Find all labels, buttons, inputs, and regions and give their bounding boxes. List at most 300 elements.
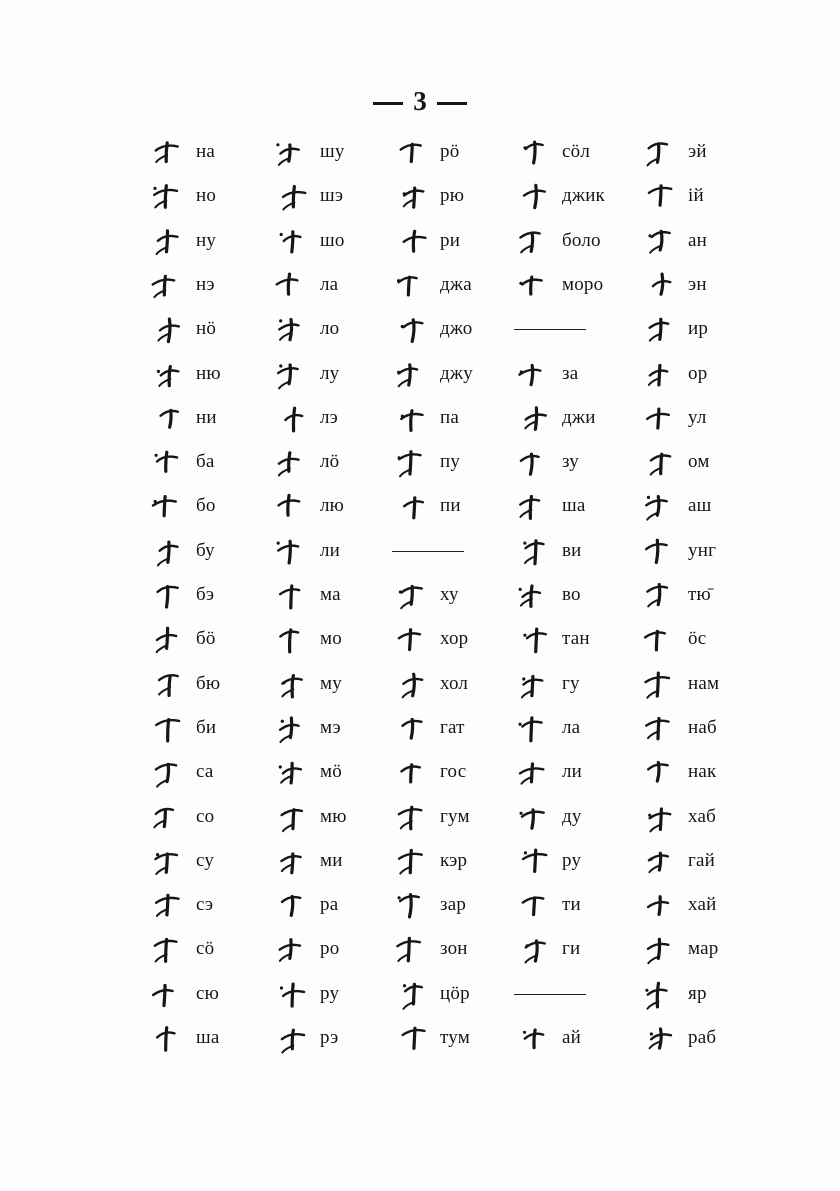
syllable-entry <box>514 575 654 615</box>
mongolian-glyph-icon <box>640 357 680 391</box>
mongolian-glyph-icon <box>272 445 312 479</box>
syllable-label: бю <box>196 673 221 694</box>
syllable-label: сэ <box>196 894 214 915</box>
syllable-entry <box>392 265 532 305</box>
syllable-entry <box>640 1018 780 1058</box>
mongolian-glyph-icon <box>148 489 188 523</box>
mongolian-glyph-icon <box>514 800 554 834</box>
syllable-entry <box>514 929 654 969</box>
mongolian-glyph-icon <box>392 667 432 701</box>
mongolian-glyph-icon <box>148 534 188 568</box>
syllable-entry <box>148 1018 288 1058</box>
syllable-label: гай <box>688 850 715 871</box>
syllable-entry <box>272 974 412 1014</box>
syllable-entry <box>392 1018 532 1058</box>
mongolian-glyph-icon <box>272 755 312 789</box>
syllable-entry <box>392 752 532 792</box>
mongolian-glyph-icon <box>640 578 680 612</box>
syllable-entry <box>392 664 532 704</box>
syllable-label: цӧр <box>440 983 470 1004</box>
syllable-label: ру <box>320 983 340 1004</box>
syllable-label: рӧ <box>440 141 460 162</box>
syllable-entry <box>392 619 532 659</box>
syllable-entry <box>272 619 412 659</box>
mongolian-glyph-icon <box>272 711 312 745</box>
syllable-label: ша <box>562 495 586 516</box>
mongolian-glyph-icon <box>640 224 680 258</box>
page-number <box>0 86 840 117</box>
syllable-entry <box>514 885 654 925</box>
syllable-entry <box>148 221 288 261</box>
syllable-entry <box>272 752 412 792</box>
syllable-label: джи <box>562 407 596 428</box>
mongolian-glyph-icon <box>640 445 680 479</box>
syllable-entry <box>640 841 780 881</box>
syllable-entry <box>272 442 412 482</box>
syllable-entry <box>514 1018 654 1058</box>
section-divider <box>514 994 586 995</box>
mongolian-glyph-icon <box>640 1021 680 1055</box>
syllable-label: яр <box>688 983 707 1004</box>
mongolian-glyph-icon <box>148 357 188 391</box>
mongolian-glyph-icon <box>148 1021 188 1055</box>
syllable-label: хай <box>688 894 717 915</box>
syllable-label: нак <box>688 761 717 782</box>
mongolian-glyph-icon <box>392 711 432 745</box>
syllable-entry <box>514 486 654 526</box>
syllable-label: па <box>440 407 460 428</box>
syllable-entry <box>148 664 288 704</box>
syllable-label: гу <box>562 673 580 694</box>
syllable-label: бу <box>196 540 215 561</box>
syllable-entry <box>640 797 780 837</box>
syllable-label: ӧс <box>688 628 707 649</box>
syllable-label: кэр <box>440 850 468 871</box>
mongolian-glyph-icon <box>148 578 188 612</box>
syllable-entry <box>640 708 780 748</box>
syllable-label: лю <box>320 495 345 516</box>
syllable-label: ша <box>196 1027 220 1048</box>
syllable-entry <box>640 929 780 969</box>
mongolian-glyph-icon <box>514 135 554 169</box>
syllable-label: джо <box>440 318 473 339</box>
syllable-entry <box>148 752 288 792</box>
syllable-label: ан <box>688 230 708 251</box>
syllable-entry <box>640 442 780 482</box>
syllable-entry <box>272 797 412 837</box>
syllable-entry <box>514 531 654 571</box>
syllable-label: гум <box>440 806 470 827</box>
syllable-entry <box>148 531 288 571</box>
mongolian-glyph-icon <box>148 224 188 258</box>
mongolian-glyph-icon <box>514 932 554 966</box>
syllable-label: мэ <box>320 717 341 738</box>
mongolian-glyph-icon <box>392 755 432 789</box>
syllable-label: со <box>196 806 215 827</box>
syllable-entry <box>272 531 412 571</box>
syllable-label: ул <box>688 407 707 428</box>
syllable-label: ги <box>562 938 581 959</box>
syllable-entry <box>272 841 412 881</box>
syllable-label: тум <box>440 1027 470 1048</box>
syllable-label: во <box>562 584 581 605</box>
mongolian-glyph-icon <box>392 224 432 258</box>
mongolian-glyph-icon <box>514 357 554 391</box>
syllable-label: нам <box>688 673 720 694</box>
syllable-entry <box>392 708 532 748</box>
syllable-entry <box>148 354 288 394</box>
mongolian-glyph-icon <box>272 268 312 302</box>
syllable-entry <box>392 398 532 438</box>
mongolian-glyph-icon <box>148 888 188 922</box>
mongolian-glyph-icon <box>640 888 680 922</box>
syllable-entry <box>148 442 288 482</box>
mongolian-glyph-icon <box>272 534 312 568</box>
syllable-label: ви <box>562 540 582 561</box>
syllable-label: ни <box>196 407 217 428</box>
mongolian-glyph-icon <box>640 667 680 701</box>
mongolian-glyph-icon <box>514 179 554 213</box>
syllable-label: ай <box>562 1027 582 1048</box>
syllable-entry <box>392 486 532 526</box>
syllable-entry <box>272 132 412 172</box>
mongolian-glyph-icon <box>640 489 680 523</box>
syllable-entry <box>514 841 654 881</box>
mongolian-glyph-icon <box>514 622 554 656</box>
mongolian-glyph-icon <box>514 445 554 479</box>
syllable-label: аш <box>688 495 712 516</box>
syllable-entry <box>148 885 288 925</box>
mongolian-glyph-icon <box>392 1021 432 1055</box>
syllable-entry <box>272 354 412 394</box>
mongolian-glyph-icon <box>148 401 188 435</box>
syllable-label: наб <box>688 717 717 738</box>
syllable-label: нӧ <box>196 318 217 339</box>
syllable-label: пу <box>440 451 461 472</box>
syllable-entry <box>640 354 780 394</box>
mongolian-glyph-icon <box>148 844 188 878</box>
syllable-entry <box>392 885 532 925</box>
syllable-entry <box>148 619 288 659</box>
syllable-entry <box>514 708 654 748</box>
syllable-label: на <box>196 141 216 162</box>
syllable-entry <box>514 619 654 659</box>
syllable-label: зу <box>562 451 580 472</box>
syllable-label: ну <box>196 230 217 251</box>
mongolian-glyph-icon <box>148 800 188 834</box>
mongolian-glyph-icon <box>148 445 188 479</box>
syllable-entry <box>272 1018 412 1058</box>
mongolian-glyph-icon <box>272 578 312 612</box>
syllable-entry <box>272 885 412 925</box>
syllable-label: джа <box>440 274 472 295</box>
mongolian-glyph-icon <box>272 622 312 656</box>
syllable-label: унг <box>688 540 717 561</box>
syllable-label: ло <box>320 318 340 339</box>
syllable-entry <box>392 442 532 482</box>
mongolian-glyph-icon <box>640 932 680 966</box>
mongolian-glyph-icon <box>272 844 312 878</box>
syllable-entry <box>640 309 780 349</box>
mongolian-glyph-icon <box>148 312 188 346</box>
mongolian-glyph-icon <box>272 667 312 701</box>
syllable-label: ра <box>320 894 339 915</box>
mongolian-glyph-icon <box>148 622 188 656</box>
mongolian-glyph-icon <box>392 312 432 346</box>
mongolian-glyph-icon <box>640 844 680 878</box>
syllable-label: са <box>196 761 214 782</box>
syllable-entry <box>514 664 654 704</box>
syllable-label: шэ <box>320 185 344 206</box>
mongolian-glyph-icon <box>148 755 188 789</box>
syllable-label: раб <box>688 1027 717 1048</box>
syllable-label: мо <box>320 628 342 649</box>
mongolian-glyph-icon <box>272 800 312 834</box>
mongolian-glyph-icon <box>272 357 312 391</box>
syllable-entry <box>148 797 288 837</box>
syllable-label: ом <box>688 451 710 472</box>
syllable-label: бо <box>196 495 216 516</box>
syllable-label: шо <box>320 230 345 251</box>
syllable-entry <box>272 176 412 216</box>
mongolian-glyph-icon <box>392 932 432 966</box>
syllable-label: сӧ <box>196 938 215 959</box>
mongolian-glyph-icon <box>514 224 554 258</box>
syllable-label: би <box>196 717 217 738</box>
mongolian-glyph-icon <box>392 401 432 435</box>
syllable-label: ма <box>320 584 341 605</box>
syllable-entry <box>148 132 288 172</box>
mongolian-glyph-icon <box>514 844 554 878</box>
mongolian-glyph-icon <box>392 445 432 479</box>
mongolian-glyph-icon <box>392 357 432 391</box>
mongolian-glyph-icon <box>272 489 312 523</box>
syllable-label: мю <box>320 806 347 827</box>
syllable-entry <box>640 619 780 659</box>
syllable-label: эн <box>688 274 707 295</box>
syllable-entry <box>640 221 780 261</box>
mongolian-glyph-icon <box>272 401 312 435</box>
mongolian-glyph-icon <box>514 667 554 701</box>
syllable-entry <box>392 929 532 969</box>
syllable-label: ми <box>320 850 343 871</box>
mongolian-glyph-icon <box>514 578 554 612</box>
syllable-entry <box>272 398 412 438</box>
syllable-entry <box>148 486 288 526</box>
mongolian-glyph-icon <box>148 667 188 701</box>
syllable-label: тю̄ <box>688 584 711 605</box>
mongolian-glyph-icon <box>640 711 680 745</box>
mongolian-glyph-icon <box>148 179 188 213</box>
syllable-label: хор <box>440 628 469 649</box>
syllable-entry <box>640 974 780 1014</box>
syllable-label: гос <box>440 761 467 782</box>
mongolian-glyph-icon <box>392 179 432 213</box>
syllable-label: ли <box>562 761 583 782</box>
syllable-entry <box>272 309 412 349</box>
syllable-entry <box>272 929 412 969</box>
syllable-label: нэ <box>196 274 215 295</box>
syllable-label: шу <box>320 141 345 162</box>
mongolian-glyph-icon <box>640 401 680 435</box>
syllable-entry <box>148 398 288 438</box>
mongolian-glyph-icon <box>514 1021 554 1055</box>
syllable-entry <box>640 885 780 925</box>
mongolian-glyph-icon <box>272 179 312 213</box>
syllable-entry <box>640 531 780 571</box>
mongolian-glyph-icon <box>272 932 312 966</box>
syllable-label: ла <box>562 717 581 738</box>
syllable-entry <box>640 664 780 704</box>
syllable-label: ху <box>440 584 459 605</box>
syllable-entry <box>392 974 532 1014</box>
syllable-label: ню <box>196 363 221 384</box>
syllable-label: ти <box>562 894 581 915</box>
syllable-entry <box>640 265 780 305</box>
syllable-label: ду <box>562 806 582 827</box>
mongolian-glyph-icon <box>514 268 554 302</box>
syllable-label: ла <box>320 274 339 295</box>
mongolian-glyph-icon <box>392 622 432 656</box>
syllable-entry <box>148 265 288 305</box>
syllable-entry <box>514 176 654 216</box>
syllable-entry <box>392 221 532 261</box>
syllable-label: су <box>196 850 215 871</box>
mongolian-glyph-icon <box>640 622 680 656</box>
mongolian-glyph-icon <box>148 977 188 1011</box>
mongolian-glyph-icon <box>640 268 680 302</box>
syllable-label: боло <box>562 230 601 251</box>
syllable-entry <box>514 265 654 305</box>
syllable-entry <box>514 221 654 261</box>
mongolian-glyph-icon <box>272 224 312 258</box>
syllable-entry <box>392 176 532 216</box>
syllable-entry <box>272 575 412 615</box>
syllable-label: сю <box>196 983 220 1004</box>
syllable-label: джик <box>562 185 605 206</box>
syllable-entry <box>392 132 532 172</box>
mongolian-glyph-icon <box>392 844 432 878</box>
syllable-label: тан <box>562 628 590 649</box>
syllable-entry <box>514 442 654 482</box>
syllable-entry <box>272 708 412 748</box>
syllable-label: ор <box>688 363 708 384</box>
syllable-entry <box>514 132 654 172</box>
syllable-entry <box>148 841 288 881</box>
syllable-label: за <box>562 363 579 384</box>
syllable-label: джу <box>440 363 473 384</box>
syllable-entry <box>514 398 654 438</box>
syllable-entry <box>640 752 780 792</box>
syllable-label: хол <box>440 673 469 694</box>
mongolian-glyph-icon <box>514 888 554 922</box>
mongolian-glyph-icon <box>392 268 432 302</box>
mongolian-glyph-icon <box>640 755 680 789</box>
mongolian-glyph-icon <box>640 312 680 346</box>
syllable-entry <box>272 486 412 526</box>
syllable-entry <box>392 841 532 881</box>
section-divider <box>514 329 586 330</box>
mongolian-glyph-icon <box>640 135 680 169</box>
syllable-entry <box>640 132 780 172</box>
syllable-entry <box>148 708 288 748</box>
syllable-label: бэ <box>196 584 215 605</box>
syllable-label: ру <box>562 850 582 871</box>
syllable-label: моро <box>562 274 604 295</box>
syllable-entry <box>148 974 288 1014</box>
page-number-text: 3 <box>413 86 427 116</box>
mongolian-glyph-icon <box>272 312 312 346</box>
syllable-entry <box>148 309 288 349</box>
syllable-entry <box>392 309 532 349</box>
syllable-label: рю <box>440 185 465 206</box>
page-number-dash-left <box>373 102 403 105</box>
syllable-entry <box>272 221 412 261</box>
syllable-label: ри <box>440 230 461 251</box>
syllable-label: хаб <box>688 806 716 827</box>
syllable-label: эй <box>688 141 707 162</box>
syllable-entry <box>640 398 780 438</box>
mongolian-glyph-icon <box>272 135 312 169</box>
mongolian-glyph-icon <box>640 534 680 568</box>
mongolian-glyph-icon <box>514 755 554 789</box>
mongolian-glyph-icon <box>392 977 432 1011</box>
mongolian-glyph-icon <box>148 932 188 966</box>
syllable-entry <box>514 752 654 792</box>
syllable-entry <box>514 354 654 394</box>
syllable-label: ир <box>688 318 709 339</box>
syllable-entry <box>272 664 412 704</box>
syllable-label: гат <box>440 717 465 738</box>
mongolian-glyph-icon <box>148 711 188 745</box>
mongolian-glyph-icon <box>514 711 554 745</box>
syllable-label: лэ <box>320 407 339 428</box>
syllable-entry <box>148 575 288 615</box>
mongolian-glyph-icon <box>392 888 432 922</box>
syllable-label: зон <box>440 938 468 959</box>
syllable-entry <box>272 265 412 305</box>
mongolian-glyph-icon <box>272 977 312 1011</box>
syllable-label: мар <box>688 938 719 959</box>
syllable-label: му <box>320 673 342 694</box>
section-divider <box>392 551 464 552</box>
page-number-dash-right <box>437 102 467 105</box>
syllable-label: зар <box>440 894 467 915</box>
syllable-entry <box>640 486 780 526</box>
syllable-entry <box>392 797 532 837</box>
mongolian-glyph-icon <box>514 489 554 523</box>
mongolian-glyph-icon <box>272 1021 312 1055</box>
mongolian-glyph-icon <box>392 800 432 834</box>
syllable-label: лӧ <box>320 451 340 472</box>
mongolian-glyph-icon <box>148 268 188 302</box>
syllable-label: пи <box>440 495 461 516</box>
mongolian-glyph-icon <box>514 401 554 435</box>
syllable-label: сӧл <box>562 141 591 162</box>
syllable-label: рэ <box>320 1027 339 1048</box>
syllable-label: ли <box>320 540 341 561</box>
mongolian-glyph-icon <box>640 800 680 834</box>
syllable-label: ба <box>196 451 215 472</box>
syllable-entry <box>148 176 288 216</box>
mongolian-glyph-icon <box>392 135 432 169</box>
mongolian-glyph-icon <box>640 179 680 213</box>
syllable-entry <box>392 575 532 615</box>
syllable-entry <box>514 797 654 837</box>
mongolian-glyph-icon <box>640 977 680 1011</box>
syllable-label: но <box>196 185 217 206</box>
syllable-entry <box>392 354 532 394</box>
